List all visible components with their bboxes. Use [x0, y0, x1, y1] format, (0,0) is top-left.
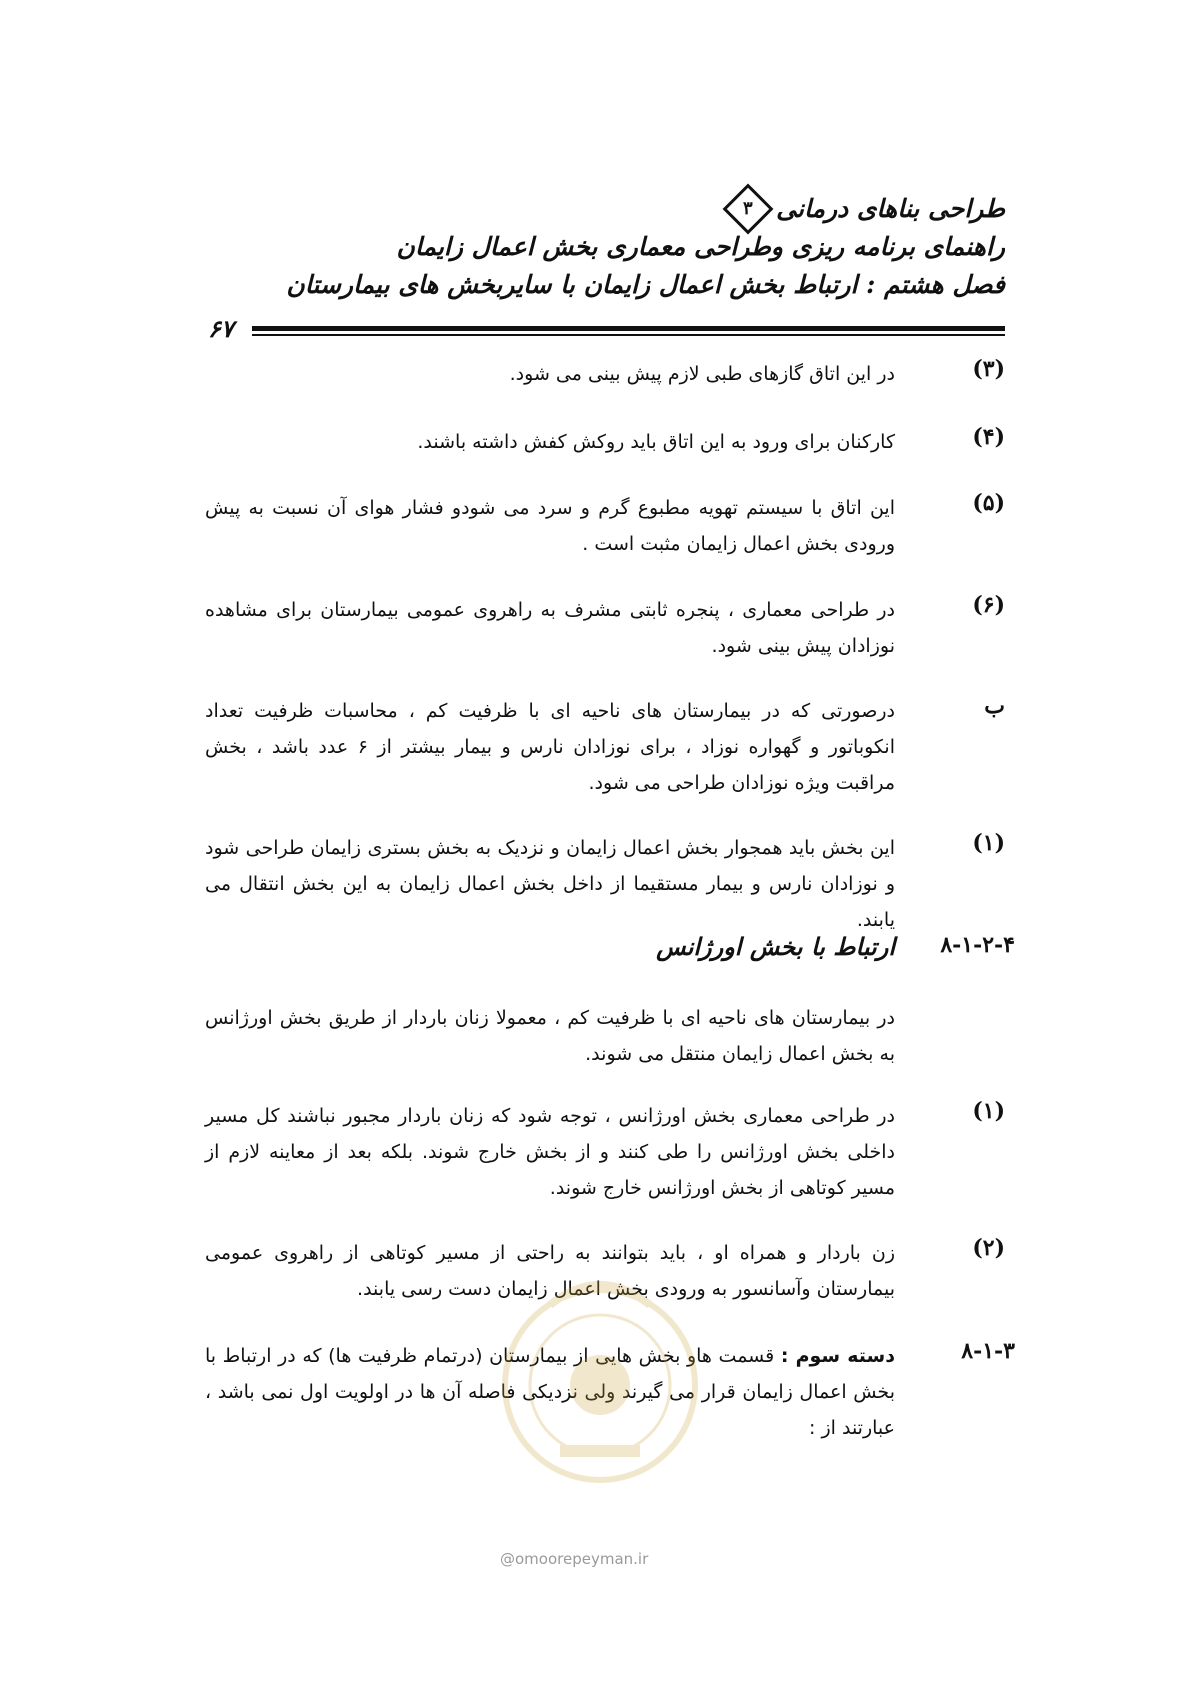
item-marker: (۱)	[972, 830, 1005, 856]
bold-lead: دسته سوم :	[780, 1345, 895, 1367]
rule-thin-line	[252, 334, 1005, 336]
watermark-url: @omoorepeyman.ir	[500, 1550, 649, 1568]
paragraph	[205, 1000, 1005, 1076]
item-text: در طراحی معماری بخش اورژانس ، توجه شود که زنان باردار مجبور نباشند کل مسیر داخلی بخش اورژانس را طی کنند و از بخش خارج شوند. بلکه بعد از معاینه لازم از مسیر کوتاهی از بخش اورژانس خارج شوند.	[205, 1105, 895, 1199]
item-marker: (۶)	[972, 592, 1005, 618]
item-marker: (۳)	[972, 356, 1005, 382]
section-title: ارتباط با بخش اورژانس	[656, 932, 895, 961]
item-text: در این اتاق گازهای طبی لازم پیش بینی می شود.	[509, 363, 895, 385]
chapter-header	[185, 190, 1005, 304]
list-item	[205, 592, 1005, 668]
item-text: در طراحی معماری ، پنجره ثابتی مشرف به راهروی عمومی بیمارستان برای مشاهده نوزادان پیش بینی شود.	[205, 599, 895, 657]
list-item	[205, 1338, 1015, 1439]
item-text	[205, 1338, 895, 1446]
list-item	[205, 1098, 1005, 1208]
header-line-1	[185, 190, 1005, 228]
list-item	[205, 693, 1005, 803]
header-series-title: طراحی بناهای درمانی	[776, 194, 1005, 223]
list-item	[205, 490, 1005, 566]
header-line-3: فصل هشتم : ارتباط بخش اعمال زایمان با سایربخش های بیمارستان	[286, 270, 1005, 299]
section-number: ۸-۱-۲-۴	[940, 932, 1015, 958]
item-marker: (۲)	[972, 1235, 1005, 1261]
paragraph-text: در بیمارستان های ناحیه ای با ظرفیت کم ، معمولا زنان باردار از طریق بخش اورژانس به بخش اعمال زایمان منتقل می شوند.	[205, 1007, 895, 1065]
item-body: قسمت هاو بخش هایی از بیمارستان (درتمام ظرفیت ها) که در ارتباط با بخش اعمال زایمان قرار می گیرند ولی نزدیکی فاصله آن ها در اولویت اول نمی باشد ، عبارتند از :	[205, 1345, 895, 1439]
section-heading	[205, 932, 1015, 972]
volume-badge-icon: ۳	[723, 184, 774, 235]
item-marker: (۱)	[972, 1098, 1005, 1124]
list-item	[205, 356, 1005, 396]
page-number: ۶۷	[208, 314, 234, 343]
item-text: زن باردار و همراه او ، باید بتوانند به راحتی از مسیر کوتاهی از راهروی عمومی بیمارستان وآسانسور به ورودی بخش اعمال زایمان دست رسی یابند.	[205, 1242, 895, 1300]
list-item	[205, 424, 1005, 464]
header-rule	[208, 314, 1005, 343]
item-marker: (۴)	[972, 424, 1005, 450]
item-text: این بخش باید همجوار بخش اعمال زایمان و نزدیک به بخش بستری زایمان طراحی شود و نوزادان نارس و بیمار مستقیما از داخل بخش اعمال زایمان به این بخش انتقال می یابند.	[205, 837, 895, 931]
list-item	[205, 830, 1005, 931]
header-line-2: راهنمای برنامه ریزی وطراحی معماری بخش اعمال زایمان	[396, 232, 1005, 261]
item-text: کارکنان برای ورود به این اتاق باید روکش کفش داشته باشند.	[417, 431, 895, 453]
section-number: ۸-۱-۳	[961, 1338, 1015, 1364]
item-marker: ب	[984, 693, 1005, 719]
item-text: درصورتی که در بیمارستان های ناحیه ای با ظرفیت کم ، محاسبات ظرفیت تعداد انکوباتور و گهواره نوزاد ، برای نوزادان نارس و بیمار بیشتر از ۶ عدد باشد ، بخش مراقبت ویژه نوزادان طراحی می شود.	[205, 700, 895, 794]
list-item	[205, 1235, 1005, 1311]
item-text: این اتاق با سیستم تهویه مطبوع گرم و سرد می شودو فشار هوای آن نسبت به پیش ورودی بخش اعمال زایمان مثبت است .	[205, 497, 895, 555]
item-marker: (۵)	[972, 490, 1005, 516]
rule-thick-line	[252, 326, 1005, 331]
